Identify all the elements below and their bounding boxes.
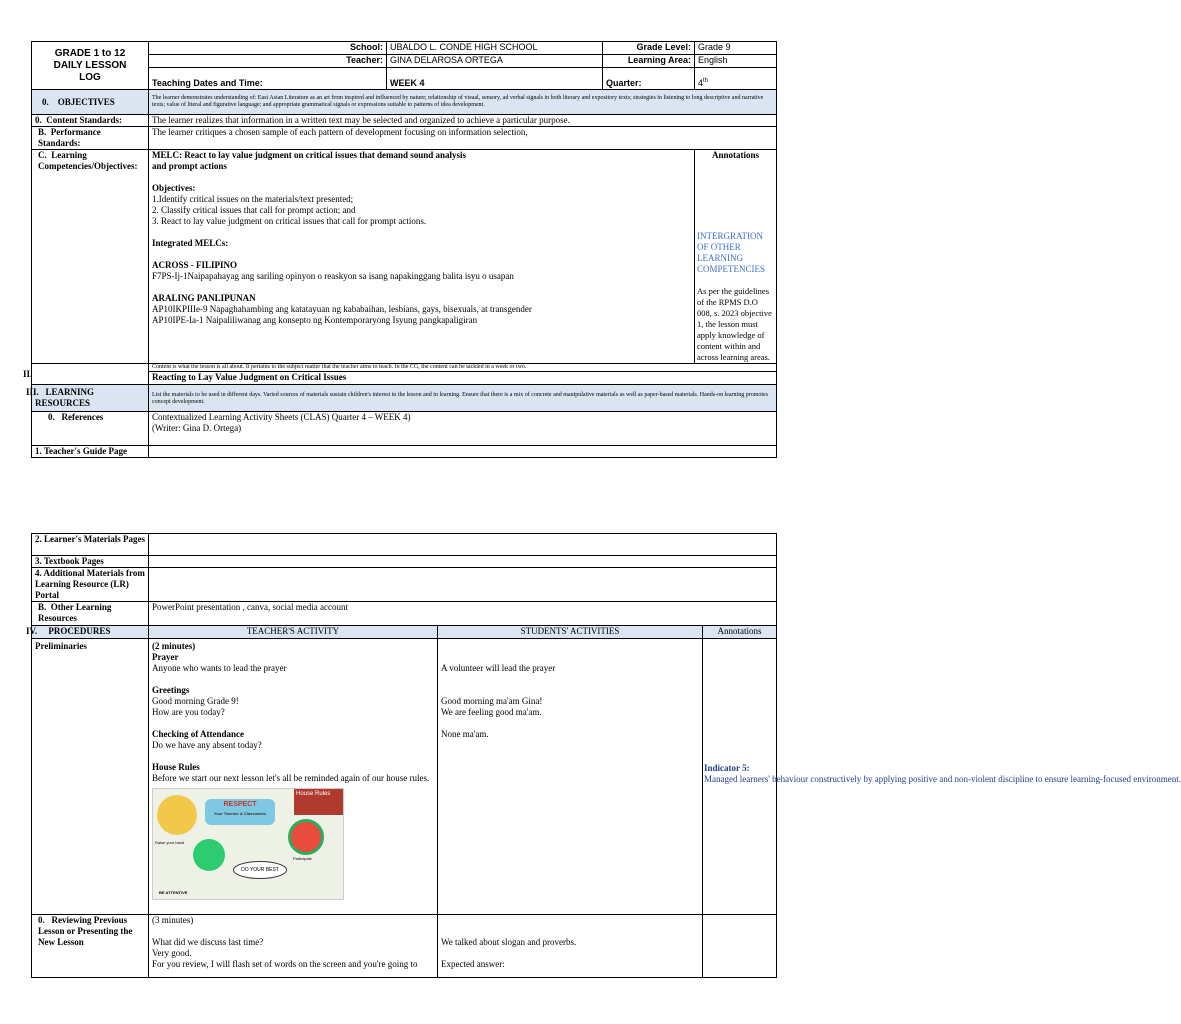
grade-level-value: Grade 9 (695, 42, 777, 55)
additional-materials-label: 4. Additional Materials from Learning Resource (LR) Portal (32, 568, 149, 602)
attentive-icon (193, 839, 225, 871)
dll-title: GRADE 1 to 12 DAILY LESSON LOG (32, 42, 149, 90)
filipino-heading: ACROSS - FILIPINO (152, 260, 238, 270)
raise-hand-icon (157, 795, 197, 835)
performance-standards-value: The learner critiques a chosen sample of each pattern of development focusing on information selection, (149, 127, 777, 150)
melc-text: MELC: React to lay value judgment on critical issues that demand sound analysis and prompt actions (152, 150, 467, 171)
teacher-value: GINA DELAROSA ORTEGA (387, 55, 603, 68)
dates-label: Teaching Dates and Time: (149, 68, 387, 90)
filipino-value: F7PS-Ij-1Naipapahayag ang sariling opinyon o reaskyon sa isang napakinggang balita isyu o usapan (152, 271, 514, 281)
learning-area-label: Learning Area: (603, 55, 695, 68)
indicator-annotation: Indicator 5: Managed learners' behaviour constructively by applying positive and non-violent discipline to ensure learning-focused environment. (703, 639, 777, 915)
objectives-description: The learner demonstrates understanding of: East Asian Literature as an art from inspired and influenced by nature; relationship of visual, sensory, ad verbal signals in both literary and expository texts; strategies in listening to long descriptive and narrative texts; value of literal and figurative language; and appropriate grammatical signals or expressions suitable to patterns of idea development. (149, 90, 777, 115)
competencies-label: C. Learning Competencies/Objectives: (32, 150, 149, 364)
house-rules-image (152, 788, 344, 900)
content-description: Content is what the lesson is all about. It pertains to the subject matter that the teacher aims to teach. In the CG, the content can be tackled in a week or two. (149, 364, 777, 372)
students-activities-header: STUDENTS' ACTIVITIES (438, 626, 703, 639)
participate-caption: Participate (293, 856, 312, 861)
dll-procedures-table (26, 533, 1181, 978)
be-attentive-caption: BE ATTENTIVE (159, 890, 188, 895)
objectives-label: 0. OBJECTIVES (32, 90, 149, 115)
teacher-activity-header: TEACHER'S ACTIVITY (149, 626, 438, 639)
ap-heading: ARALING PANLIPUNAN (152, 293, 256, 303)
teachers-guide-label: 1. Teacher's Guide Page (32, 446, 149, 458)
integrated-heading: Integrated MELCs: (152, 238, 229, 248)
other-resources-value: PowerPoint presentation , canva, social media account (149, 602, 777, 626)
procedures-annotations-header: Annotations (703, 626, 777, 639)
greetings-heading: Greetings (152, 685, 190, 695)
content-standards-label: 0. Content Standards: (32, 115, 149, 127)
learners-materials-value (149, 534, 777, 556)
other-resources-label: B. Other Learning Resources (32, 602, 149, 626)
preliminaries-students: A volunteer will lead the prayer Good morning ma'am Gina! We are feeling good ma'am. None ma'am. (438, 639, 703, 915)
review-annotation (703, 915, 777, 978)
resources-label: III. LEARNING RESOURCES (32, 385, 149, 412)
respect-badge: RESPECT Your Teacher & Classmates (205, 799, 275, 825)
review-teacher: (3 minutes) What did we discuss last time? Very good. For you review, I will flash set of words on the screen and you're going to (149, 915, 438, 978)
content-standards-value: The learner realizes that information in a written text may be selected and organized to achieve a particular purpose. (149, 115, 777, 127)
attendance-heading: Checking of Attendance (152, 729, 244, 739)
annotation-title: INTERGRATION OF OTHER LEARNING COMPETENCIES (697, 231, 766, 274)
procedures-label: IV. PROCEDURES (32, 626, 149, 639)
learners-materials-label: 2. Learner's Materials Pages (32, 534, 149, 556)
raise-hand-caption: Raise your hand (155, 840, 185, 845)
review-students: We talked about slogan and proverbs. Expected answer: (438, 915, 703, 978)
ap-value-1: AP10IKPIIIe-9 Napaghahambing ang katatayuan ng kababaihan, lesbians, gays, bisexuals, at transgender (152, 304, 532, 314)
prayer-heading: Prayer (152, 652, 179, 662)
house-rules-heading: House Rules (152, 762, 200, 772)
house-rules-banner: House Rules (294, 789, 343, 815)
references-value: Contextualized Learning Activity Sheets (CLAS) Quarter 4 – WEEK 4) (Writer: Gina D. Ortega) (149, 412, 777, 446)
learning-area-value: English (695, 55, 777, 68)
teacher-label: Teacher: (149, 55, 387, 68)
objective-1: 1.Identify critical issues on the materials/text presented; (152, 194, 354, 204)
school-value: UBALDO L. CONDE HIGH SCHOOL (387, 42, 603, 55)
competencies-body (149, 150, 695, 364)
school-label: School: (149, 42, 387, 55)
annotation-body: As per the guidelines of the RPMS D.O 008, s. 2023 objective 1, the lesson must apply knowledge of content within and across learning areas. (697, 286, 772, 362)
objective-2: 2. Classify critical issues that call for prompt action; and (152, 205, 356, 215)
additional-materials-value (149, 568, 777, 602)
do-your-best-badge: DO YOUR BEST (233, 861, 287, 879)
teachers-guide-value (149, 446, 777, 458)
quarter-label: Quarter: (603, 68, 695, 90)
references-label: 0. References (32, 412, 149, 446)
preliminaries-label: Preliminaries (32, 639, 149, 915)
participate-icon (288, 819, 324, 855)
preliminaries-teacher: (2 minutes) Prayer Anyone who wants to lead the prayer Greetings Good morning Grade 9! How are you today? Checking of Attendance Do we have any absent today? House Rules Before we start our next lesson let's all be reminded again of our house rules. House Rules Raise your hand RESPECT Your Teacher & Classmates Participate DO YOUR BEST BE ATTENTIVE (149, 639, 438, 915)
review-label: 0. Reviewing Previous Lesson or Presenting the New Lesson (32, 915, 149, 978)
dll-header-table (23, 41, 777, 458)
performance-standards-label: B. Performance Standards: (32, 127, 149, 150)
textbook-value (149, 556, 777, 568)
annotations-cell (695, 150, 777, 364)
ap-value-2: AP10IPE-Ia-1 Naipaliliwanag ang konsepto ng Kontemporaryong Isyung pangkapaligiran (152, 315, 478, 325)
objective-3: 3. React to lay value judgment on critical issues that call for prompt actions. (152, 216, 427, 226)
textbook-label: 3. Textbook Pages (32, 556, 149, 568)
annotations-heading: Annotations (711, 150, 759, 160)
dates-value: WEEK 4 (387, 68, 603, 90)
grade-level-label: Grade Level: (603, 42, 695, 55)
content-label: II. (32, 364, 149, 385)
quarter-value: 4th (695, 68, 777, 90)
resources-description: List the materials to be used in different days. Varied sources of materials sustain children's interest in the lesson and in learning. Ensure that there is a mix of concrete and manipulative materials as well as paper-based materials. Hands-on learning promotes concept development. (149, 385, 777, 412)
content-value: Reacting to Lay Value Judgment on Critical Issues (149, 372, 777, 385)
objectives-heading: Objectives: (152, 183, 196, 193)
